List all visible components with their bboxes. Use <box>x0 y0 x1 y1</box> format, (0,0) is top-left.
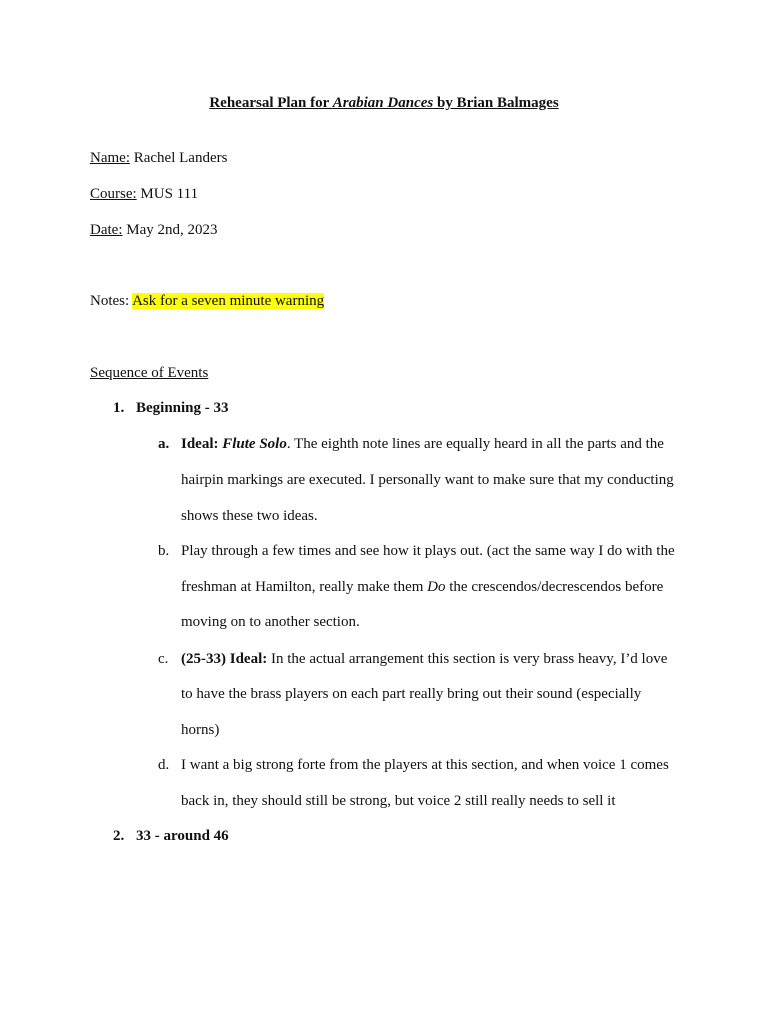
subitem-c-line-2: to have the brass players on each part really bring out their sound (especially <box>181 686 642 702</box>
subitem-c-text: In the actual arrangement this section is very brass heavy, I’d love <box>267 651 668 667</box>
date-field <box>90 221 217 239</box>
subitem-d-line-1: I want a big strong forte from the players at this section, and when voice 1 comes <box>181 757 669 773</box>
notes-highlight: Ask for a seven minute warning <box>132 293 325 309</box>
subitem-b-line-1: Play through a few times and see how it plays out. (act the same way I do with the <box>181 543 675 559</box>
title-suffix: by Brian Balmages <box>433 95 559 111</box>
subitem-b-text-start: freshman at Hamilton, really make them <box>181 579 428 595</box>
subitem-c-ideal-label: (25-33) Ideal: <box>181 651 268 667</box>
notes <box>90 292 324 310</box>
subitem-a-ideal-label: Ideal: <box>181 436 219 452</box>
subitem-b-do: Do <box>427 579 446 595</box>
subitem-b-text-end: the crescendos/decrescendos before <box>445 579 664 595</box>
subitem-d-line-2: back in, they should still be strong, but voice 2 still really needs to sell it <box>181 793 616 809</box>
subitem-b-line-2 <box>181 578 663 596</box>
subitem-a-line-3: shows these two ideas. <box>181 508 318 524</box>
item-2-number: 2. <box>113 828 125 844</box>
subitem-d-letter: d. <box>158 757 170 773</box>
date-value: May 2nd, 2023 <box>122 222 218 238</box>
course-label: Course: <box>90 186 137 202</box>
item-1-label: Beginning - 33 <box>136 400 229 416</box>
subitem-a-letter: a. <box>158 436 170 452</box>
subitem-c-letter: c. <box>158 651 169 667</box>
subitem-b-letter: b. <box>158 543 170 559</box>
sequence-heading: Sequence of Events <box>90 365 209 381</box>
name-field <box>90 149 227 167</box>
date-label: Date: <box>90 222 123 238</box>
name-value: Rachel Landers <box>129 150 228 166</box>
subitem-c-line-3: horns) <box>181 722 220 738</box>
course-field <box>90 185 198 203</box>
title-work: Arabian Dances <box>332 95 434 111</box>
page-title <box>0 94 768 112</box>
item-2-label: 33 - around 46 <box>136 828 229 844</box>
subitem-c-line-1 <box>181 650 667 668</box>
subitem-a-line-2: hairpin markings are executed. I personally want to make sure that my conducting <box>181 472 674 488</box>
subitem-a-flute-solo: Flute Solo <box>222 436 287 452</box>
notes-label: Notes: <box>90 293 133 309</box>
item-1-number: 1. <box>113 400 125 416</box>
subitem-a-line-1 <box>181 435 664 453</box>
subitem-a-text: . The eighth note lines are equally heard in all the parts and the <box>286 436 664 452</box>
title-prefix: Rehearsal Plan for <box>209 95 333 111</box>
course-value: MUS 111 <box>136 186 199 202</box>
subitem-b-line-3: moving on to another section. <box>181 614 360 630</box>
name-label: Name: <box>90 150 130 166</box>
